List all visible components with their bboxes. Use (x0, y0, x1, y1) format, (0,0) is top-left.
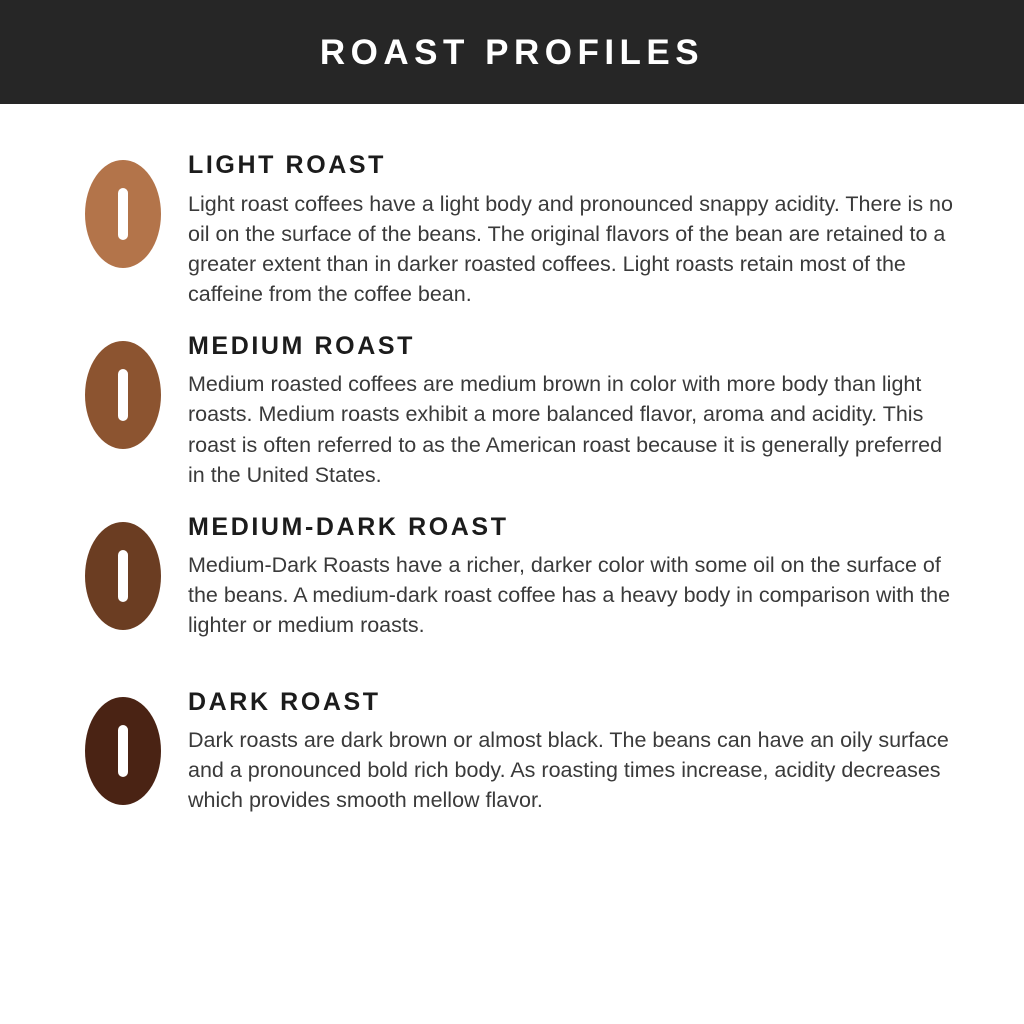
roast-text-block (188, 514, 964, 641)
roast-title: DARK ROAST (188, 687, 381, 716)
coffee-bean-icon (85, 522, 161, 630)
roast-text-block (188, 333, 964, 490)
bean-crease (118, 725, 128, 777)
header-band (0, 0, 1024, 104)
coffee-bean-icon (85, 697, 161, 805)
bean-icon-wrapper (58, 152, 188, 268)
bean-icon-wrapper (58, 689, 188, 805)
bean-icon-wrapper (58, 333, 188, 449)
roast-description: Medium roasted coffees are medium brown in color with more body than light roasts. Medium roasts exhibit a more balanced flavor, aroma and acidity. This roast is often referred to as the American roast because it is generally preferred in the United States. (188, 372, 943, 487)
roast-description: Medium-Dark Roasts have a richer, darker color with some oil on the surface of the beans. A medium-dark roast coffee has a heavy body in comparison with the lighter or medium roasts. (188, 553, 951, 638)
roast-description: Dark roasts are dark brown or almost black. The beans can have an oily surface and a pronounced bold rich body. As roasting times increase, acidity decreases which provides smooth mellow flavor. (188, 728, 949, 813)
roast-title: LIGHT ROAST (188, 151, 387, 179)
list-item (58, 333, 964, 490)
list-item (58, 689, 964, 816)
list-item (58, 514, 964, 641)
roast-text-block (188, 152, 964, 309)
bean-crease (118, 188, 128, 240)
roast-list (0, 104, 1024, 815)
roast-title: MEDIUM-DARK ROAST (188, 512, 509, 541)
roast-title: MEDIUM ROAST (188, 331, 416, 360)
bean-crease (118, 550, 128, 602)
page-title: ROAST PROFILES (319, 32, 705, 72)
roast-description: Light roast coffees have a light body and pronounced snappy acidity. There is no oil on the surface of the beans. The original flavors of the bean are retained to a greater extent than in darker roasted coffees. Light roasts retain most of the caffeine from the coffee bean. (188, 191, 953, 306)
bean-icon-wrapper (58, 514, 188, 630)
bean-crease (118, 369, 128, 421)
roast-text-block (188, 689, 964, 816)
coffee-bean-icon (85, 160, 161, 268)
list-item (58, 152, 964, 309)
coffee-bean-icon (85, 341, 161, 449)
